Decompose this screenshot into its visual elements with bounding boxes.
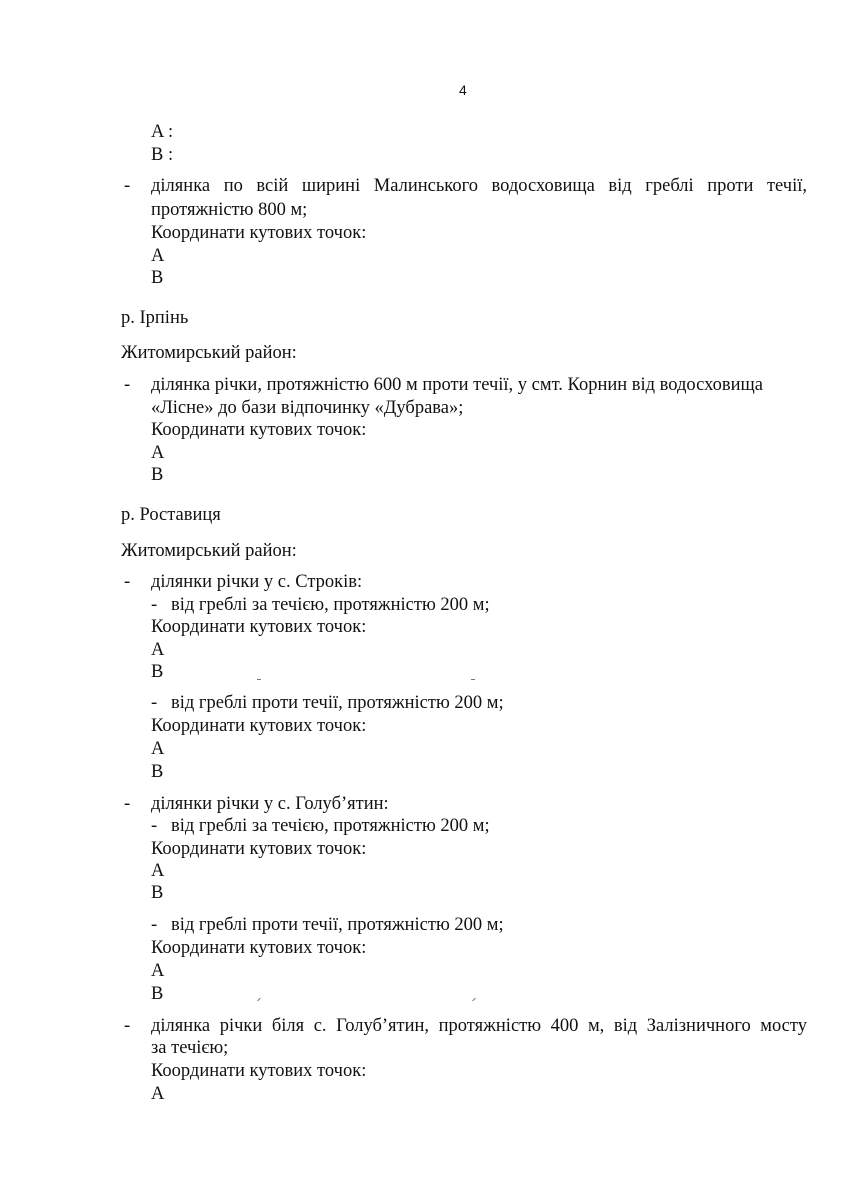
point-b-label: B — [151, 465, 164, 485]
district-heading: Житомирський район: — [121, 541, 297, 561]
bullet-dash: - — [124, 176, 131, 196]
river-heading-rostavytsia: р. Роставиця — [121, 505, 221, 525]
scan-mark — [257, 998, 261, 1002]
point-a-label: A — [151, 640, 165, 660]
point-b-label: B : — [151, 145, 174, 165]
bullet-dash: - — [124, 1016, 131, 1036]
sub-bullet-dash: - — [151, 595, 158, 615]
coords-label: Координати кутових точок: — [151, 1061, 367, 1081]
bridge-section-text-cont: за течією; — [151, 1038, 229, 1058]
irpin-section-text: ділянка річки, протяжністю 600 м проти течії, у смт. Корнин від водосховища — [151, 375, 763, 395]
coords-label: Координати кутових точок: — [151, 223, 367, 243]
scan-mark — [257, 679, 261, 680]
point-b-label: B — [151, 984, 164, 1004]
coords-label: Координати кутових точок: — [151, 938, 367, 958]
point-b-label: B — [151, 268, 164, 288]
bullet-dash: - — [124, 572, 131, 592]
irpin-section-text-cont: «Лісне» до бази відпочинку «Дубрава»; — [151, 398, 464, 418]
subsection-upstream: від греблі проти течії, протяжністю 200 м; — [171, 693, 504, 713]
point-a-label: A : — [151, 122, 174, 142]
subsection-downstream: від греблі за течією, протяжністю 200 м; — [171, 595, 490, 615]
point-a-label: A — [151, 961, 165, 981]
coords-label: Координати кутових точок: — [151, 839, 367, 859]
sub-bullet-dash: - — [151, 915, 158, 935]
coords-label: Координати кутових точок: — [151, 420, 367, 440]
river-heading-irpin: р. Ірпінь — [121, 308, 189, 328]
point-b-label: B — [151, 883, 164, 903]
coords-label: Координати кутових точок: — [151, 716, 367, 736]
subsection-downstream: від греблі за течією, протяжністю 200 м; — [171, 816, 490, 836]
stroky-section-text: ділянки річки у с. Строків: — [151, 572, 363, 592]
sub-bullet-dash: - — [151, 816, 158, 836]
sub-bullet-dash: - — [151, 693, 158, 713]
scan-mark — [471, 679, 475, 680]
malyn-section-text: ділянка по всій ширині Малинського водосховища від греблі проти течії, — [151, 176, 807, 196]
scan-mark — [472, 998, 476, 1002]
malyn-section-text-cont: протяжністю 800 м; — [151, 200, 308, 220]
point-a-label: A — [151, 1084, 165, 1104]
district-heading: Житомирський район: — [121, 343, 297, 363]
point-a-label: A — [151, 246, 165, 266]
bullet-dash: - — [124, 375, 131, 395]
point-b-label: B — [151, 762, 164, 782]
point-a-label: A — [151, 861, 165, 881]
bridge-section-text: ділянка річки біля с. Голуб’ятин, протяжністю 400 м, від Залізничного мосту — [151, 1016, 807, 1036]
coords-label: Координати кутових точок: — [151, 617, 367, 637]
point-b-label: B — [151, 662, 164, 682]
bullet-dash: - — [124, 794, 131, 814]
point-a-label: A — [151, 739, 165, 759]
holubiatyn-section-text: ділянки річки у с. Голуб’ятин: — [151, 794, 389, 814]
page-number: 4 — [459, 82, 467, 98]
subsection-upstream: від греблі проти течії, протяжністю 200 м; — [171, 915, 504, 935]
point-a-label: A — [151, 443, 165, 463]
